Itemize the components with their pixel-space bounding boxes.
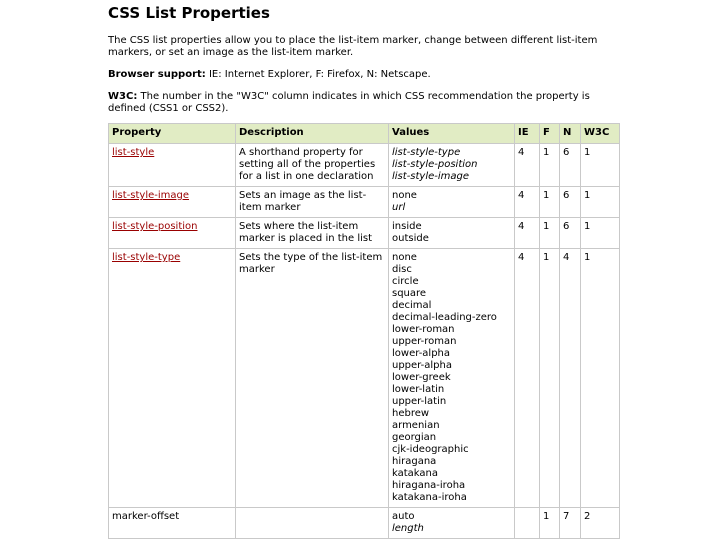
value-item: length xyxy=(392,523,424,534)
values-cell xyxy=(389,187,515,218)
ie-cell: 4 xyxy=(515,144,540,187)
value-item: upper-latin xyxy=(392,396,447,407)
w3c-cell: 1 xyxy=(581,249,620,508)
value-item: hebrew xyxy=(392,408,430,419)
value-item: lower-greek xyxy=(392,372,451,383)
description-cell: Sets the type of the list-item marker xyxy=(236,249,389,508)
value-item: katakana xyxy=(392,468,439,479)
table-header-row xyxy=(109,124,620,144)
w3c-cell: 1 xyxy=(581,218,620,249)
browser-support-text: IE: Internet Explorer, F: Firefox, N: Netscape. xyxy=(208,69,431,80)
n-cell: 4 xyxy=(560,249,581,508)
n-cell: 6 xyxy=(560,144,581,187)
property-cell xyxy=(109,508,236,539)
property-cell xyxy=(109,187,236,218)
header-w3c: W3C xyxy=(581,124,620,144)
n-cell: 6 xyxy=(560,187,581,218)
header-ie: IE xyxy=(515,124,540,144)
values-cell xyxy=(389,249,515,508)
f-cell: 1 xyxy=(540,187,560,218)
value-item: katakana-iroha xyxy=(392,492,467,503)
property-link[interactable]: list-style-type xyxy=(112,252,181,263)
table-body xyxy=(109,144,620,539)
header-values: Values xyxy=(389,124,515,144)
value-item: circle xyxy=(392,276,419,287)
n-cell: 7 xyxy=(560,508,581,539)
value-item: outside xyxy=(392,233,429,244)
value-item: hiragana-iroha xyxy=(392,480,466,491)
header-n: N xyxy=(560,124,581,144)
table-row xyxy=(109,249,620,508)
value-item: list-style-type xyxy=(392,147,461,158)
page-title: CSS List Properties xyxy=(108,4,270,22)
property-link[interactable]: list-style-position xyxy=(112,221,198,232)
description-cell: Sets where the list-item marker is placed in the list xyxy=(236,218,389,249)
value-item: upper-roman xyxy=(392,336,457,347)
property-cell xyxy=(109,144,236,187)
value-item: georgian xyxy=(392,432,437,443)
value-item: none xyxy=(392,252,417,263)
table-row xyxy=(109,218,620,249)
value-item: lower-roman xyxy=(392,324,455,335)
w3c-label: W3C: xyxy=(108,91,138,102)
list-properties-table xyxy=(108,123,620,539)
f-cell: 1 xyxy=(540,508,560,539)
description-cell xyxy=(236,508,389,539)
property-cell xyxy=(109,218,236,249)
value-item: upper-alpha xyxy=(392,360,452,371)
table-row xyxy=(109,144,620,187)
description-cell: Sets an image as the list-item marker xyxy=(236,187,389,218)
intro-text: The CSS list properties allow you to place the list-item marker, change between different list-item markers, or set an image as the list-item marker. xyxy=(108,35,598,58)
value-item: inside xyxy=(392,221,422,232)
property-link[interactable]: list-style xyxy=(112,147,155,158)
values-cell xyxy=(389,218,515,249)
property-cell xyxy=(109,249,236,508)
browser-support-label: Browser support: xyxy=(108,69,206,80)
value-item: armenian xyxy=(392,420,440,431)
n-cell: 6 xyxy=(560,218,581,249)
w3c-cell: 1 xyxy=(581,187,620,218)
ie-cell: 4 xyxy=(515,187,540,218)
ie-cell: 4 xyxy=(515,249,540,508)
w3c-note xyxy=(108,91,620,115)
value-item: none xyxy=(392,190,417,201)
browser-support-note xyxy=(108,69,620,81)
property-name: marker-offset xyxy=(112,511,180,522)
header-f: F xyxy=(540,124,560,144)
values-cell xyxy=(389,144,515,187)
value-item: url xyxy=(392,202,406,213)
description-cell: A shorthand property for setting all of the properties for a list in one declaration xyxy=(236,144,389,187)
value-item: list-style-position xyxy=(392,159,478,170)
value-item: square xyxy=(392,288,427,299)
table-row xyxy=(109,508,620,539)
value-item: hiragana xyxy=(392,456,437,467)
value-item: list-style-image xyxy=(392,171,470,182)
value-item: auto xyxy=(392,511,415,522)
value-item: lower-latin xyxy=(392,384,445,395)
value-item: decimal xyxy=(392,300,432,311)
ie-cell xyxy=(515,508,540,539)
value-item: decimal-leading-zero xyxy=(392,312,497,323)
value-item: cjk-ideographic xyxy=(392,444,469,455)
ie-cell: 4 xyxy=(515,218,540,249)
f-cell: 1 xyxy=(540,144,560,187)
w3c-cell: 2 xyxy=(581,508,620,539)
header-property: Property xyxy=(109,124,236,144)
table-row xyxy=(109,187,620,218)
header-description: Description xyxy=(236,124,389,144)
w3c-text: The number in the "W3C" column indicates in which CSS recommendation the property is defined (CSS1 or CSS2). xyxy=(108,91,590,114)
w3c-cell: 1 xyxy=(581,144,620,187)
f-cell: 1 xyxy=(540,218,560,249)
value-item: lower-alpha xyxy=(392,348,451,359)
f-cell: 1 xyxy=(540,249,560,508)
value-item: disc xyxy=(392,264,412,275)
property-link[interactable]: list-style-image xyxy=(112,190,190,201)
content-area xyxy=(108,4,620,534)
values-cell xyxy=(389,508,515,539)
